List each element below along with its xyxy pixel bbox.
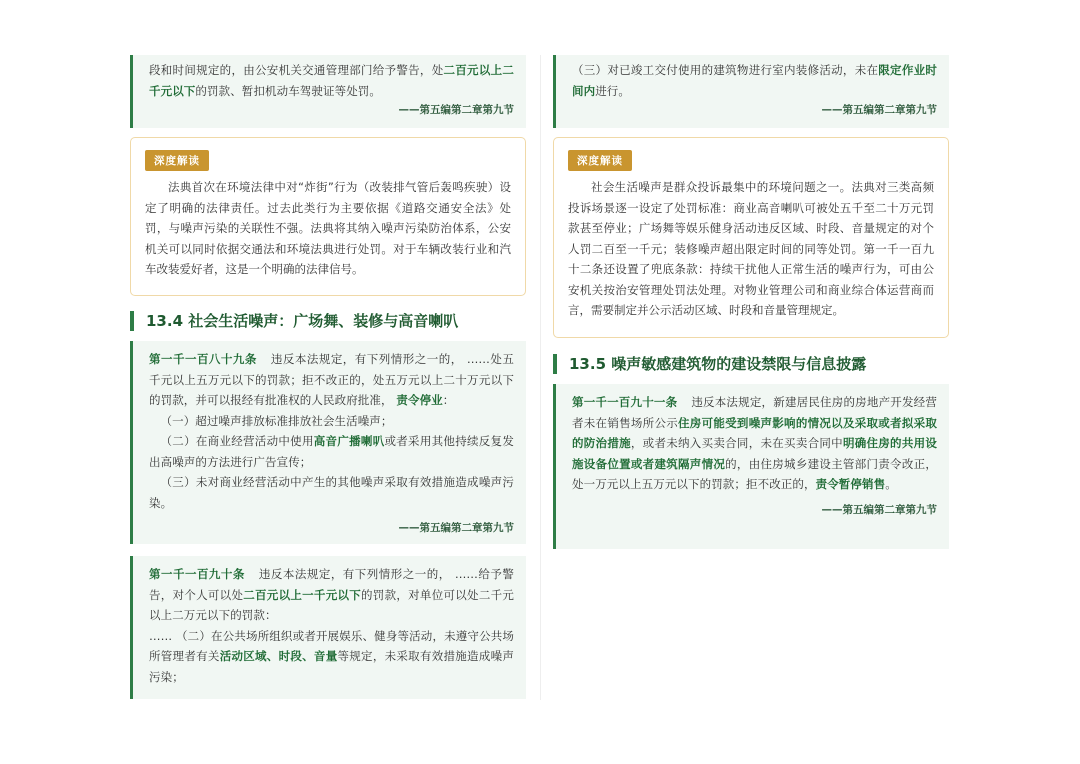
law-item-1: （一）超过噪声排放标准排放社会生活噪声；	[160, 413, 393, 428]
law-quote-text: 段和时间规定的，由公安机关交通管理部门给予警告，处二百元以上二千元以下的罚款、暂扣机动车驾驶证等处罚。	[149, 63, 514, 98]
law-article-text: 第一千一百九十条 违反本法规定，有下列情形之一的， ……给予警告，对个人可以处二百元以上一千元以下的罚款，对单位可以处二千元以上二万元以下的罚款：	[149, 567, 514, 622]
deep-analysis-tag: 深度解读	[568, 150, 632, 171]
deep-analysis-text: 法典首次在环境法律中对“炸街”行为（改装排气管后轰鸣疾驶）设定了明确的法律责任。过去此类行为主要依据《道路交通安全法》处罚，与噪声污染的关联性不强。法典将其纳入噪声污染防治体系，公安机关可以同时依据交通法和环境法典进行处罚。对于车辆改装行业和汽车改装爱好者，这是一个明确的法律信号。	[145, 180, 511, 276]
law-article-1190	[130, 556, 526, 699]
law-article-1189	[130, 341, 526, 544]
deep-analysis-tag: 深度解读	[145, 150, 209, 171]
law-source: ——第五编第二章第九节	[398, 104, 514, 116]
section-heading-13-4: 13.4 社会生活噪声：广场舞、装修与高音喇叭	[130, 311, 458, 331]
law-source: ——第五编第二章第九节	[398, 522, 514, 534]
law-item-3: （三）未对商业经营活动中产生的其他噪声采取有效措施造成噪声污染。	[149, 475, 514, 510]
law-source: ——第五编第二章第九节	[821, 503, 937, 516]
law-article-text: 第一千一百九十一条 违反本法规定，新建居民住房的房地产开发经营者未在销售场所公示住房可能受到噪声影响的情况以及采取或者拟采取的防治措施，或者未纳入买卖合同，未在买卖合同中明确住房的共用设施设备位置或者建筑隔声情况的，由住房城乡建设主管部门责令改正，处一万元以上五万元以下的罚款；拒不改正的，责令暂停销售。	[572, 395, 938, 491]
deep-analysis-text: 社会生活噪声是群众投诉最集中的环境问题之一。法典对三类高频投诉场景逐一设定了处罚标准：商业高音喇叭可被处五千至二十万元罚款甚至停业；广场舞等娱乐健身活动违反区域、时段、音量规定的对个人罚二百至一千元；装修噪声超出限定时间的同等处罚。第一千一百九十二条还设置了兜底条款：持续干扰他人正常生活的噪声行为，可由公安机关按治安管理处罚法处理。对物业管理公司和商业综合体运营商而言，需要制定并公示活动区域、时段和音量管理规定。	[568, 180, 934, 317]
law-item-2: …… （二）在公共场所组织或者开展娱乐、健身等活动，未遵守公共场所管理者有关活动区域、时段、音量等规定，未采取有效措施造成噪声污染；	[149, 628, 514, 684]
law-item-2: （二）在商业经营活动中使用高音广播喇叭或者采用其他持续反复发出高噪声的方法进行广告宣传；	[149, 434, 514, 469]
law-source: ——第五编第二章第九节	[821, 104, 937, 116]
column-divider	[540, 55, 541, 700]
deep-analysis-box	[130, 137, 526, 296]
law-quote-top-right	[553, 55, 949, 128]
section-heading-13-5: 13.5 噪声敏感建筑物的建设禁限与信息披露	[553, 354, 866, 374]
law-article-text: 第一千一百八十九条 违反本法规定，有下列情形之一的， ……处五千元以上五万元以下的罚款；拒不改正的，处五万元以上二十万元以下的罚款，并可以报经有批准权的人民政府批准， 责令停业：	[149, 352, 514, 407]
law-quote-text: （三）对已竣工交付使用的建筑物进行室内装修活动，未在限定作业时间内进行。	[572, 63, 937, 98]
deep-analysis-box	[553, 137, 949, 338]
law-quote-top-left	[130, 55, 526, 128]
law-article-1191	[553, 384, 949, 549]
